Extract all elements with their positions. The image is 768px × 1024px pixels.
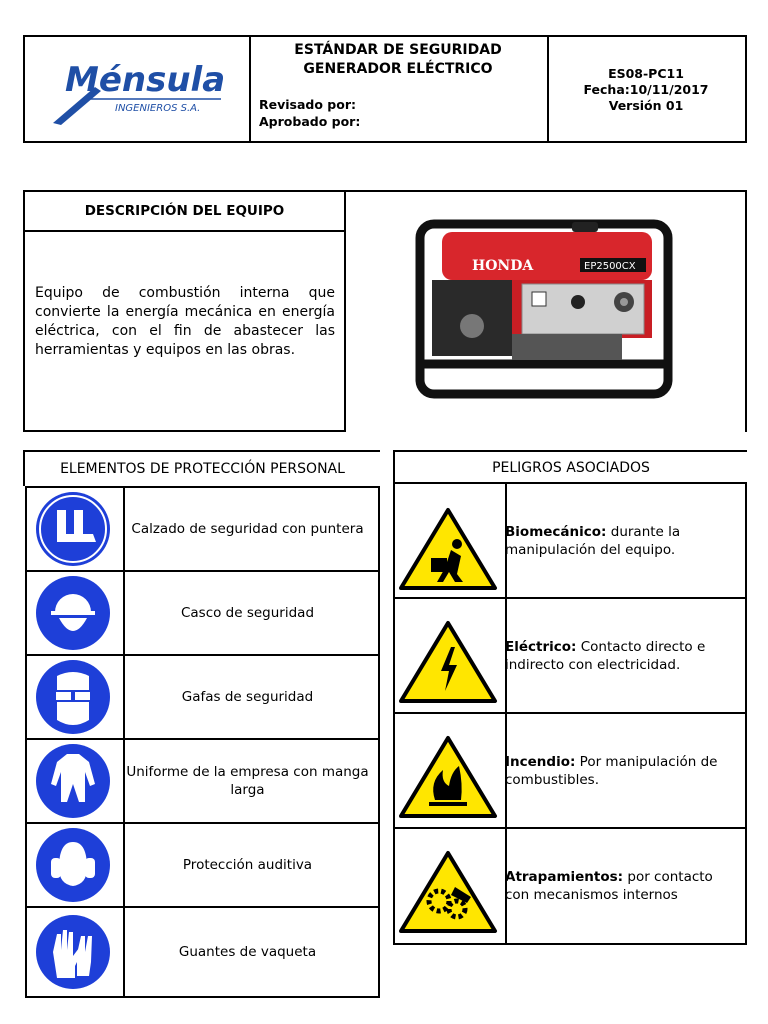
entrapment-hazard-icon	[395, 829, 507, 943]
ppe-heading-cell	[23, 450, 380, 486]
ppe-row	[25, 570, 380, 656]
logo-cell	[25, 37, 251, 141]
ppe-row	[25, 654, 380, 740]
hazards-heading: PELIGROS ASOCIADOS	[492, 460, 650, 476]
ppe-row	[25, 486, 380, 572]
ppe-label: Guantes de vaqueta	[178, 944, 317, 960]
hazard-title: Eléctrico:	[505, 638, 577, 655]
hazard-text	[505, 484, 737, 597]
description-heading: DESCRIPCIÓN DEL EQUIPO	[25, 192, 344, 232]
ppe-row	[25, 822, 380, 908]
hazard-title: Atrapamientos:	[505, 869, 624, 885]
approved-by: Aprobado por:	[259, 114, 361, 129]
description-box	[23, 190, 346, 432]
boots-icon	[27, 488, 125, 570]
hazard-row	[393, 482, 747, 599]
company-logo	[25, 37, 249, 141]
ppe-table	[23, 450, 380, 1000]
ppe-label: Protección auditiva	[182, 857, 313, 873]
revised-by: Revisado por:	[259, 97, 356, 112]
doc-title-line2: GENERADOR ELÉCTRICO	[303, 61, 493, 77]
generator-brand: HONDA	[472, 258, 534, 274]
fire-hazard-icon	[395, 714, 507, 827]
hazard-desc: Por manipulación de combustibles.	[505, 753, 718, 788]
hazard-text	[505, 829, 737, 943]
ppe-label: Uniforme de la empresa con manga larga	[126, 764, 369, 798]
ppe-label: Gafas de seguridad	[181, 689, 314, 705]
doc-date: Fecha:10/11/2017	[583, 82, 709, 97]
hazard-text	[505, 714, 737, 827]
logo-name: Ménsula	[65, 60, 226, 100]
doc-title-line1: ESTÁNDAR DE SEGURIDAD	[294, 42, 502, 58]
hazards-table	[393, 450, 747, 945]
goggles-icon	[27, 656, 125, 738]
hazard-desc: durante la manipulación del equipo.	[505, 523, 681, 558]
hazard-text	[505, 599, 737, 712]
ppe-label: Casco de seguridad	[180, 605, 315, 621]
ppe-row	[25, 738, 380, 824]
ear-protection-icon	[27, 824, 125, 906]
ppe-heading: ELEMENTOS DE PROTECCIÓN PERSONAL	[60, 461, 345, 477]
generator-model: EP2500CX	[584, 261, 636, 272]
logo-subtitle: INGENIEROS S.A.	[115, 103, 201, 114]
hazard-desc: por contacto con mecanismos internos	[505, 869, 713, 903]
document-header	[23, 35, 747, 143]
generator-image	[402, 214, 682, 414]
lifting-hazard-icon	[395, 484, 507, 597]
generator-photo-frame	[346, 190, 747, 432]
hazard-title: Biomecánico:	[505, 523, 607, 540]
electric-hazard-icon	[395, 599, 507, 712]
helmet-icon	[27, 572, 125, 654]
coverall-icon	[27, 740, 125, 822]
doc-version: Versión 01	[608, 98, 684, 113]
hazard-row	[393, 712, 747, 829]
ppe-label: Calzado de seguridad con puntera	[131, 521, 364, 537]
gloves-icon	[27, 908, 125, 996]
hazard-desc: Contacto directo e indirecto con electricidad.	[505, 638, 706, 673]
title-cell	[249, 37, 549, 141]
meta-cell	[547, 37, 745, 141]
ppe-row	[25, 906, 380, 998]
doc-code: ES08-PC11	[608, 66, 684, 81]
hazard-row	[393, 827, 747, 945]
hazard-title: Incendio:	[505, 753, 576, 770]
hazard-row	[393, 597, 747, 714]
hazards-heading-cell	[393, 450, 747, 484]
description-text: Equipo de combustión interna que convierte la energía mecánica en energía eléctrica, con el fin de abastecer las herramientas y equipos en las obras.	[35, 285, 335, 358]
